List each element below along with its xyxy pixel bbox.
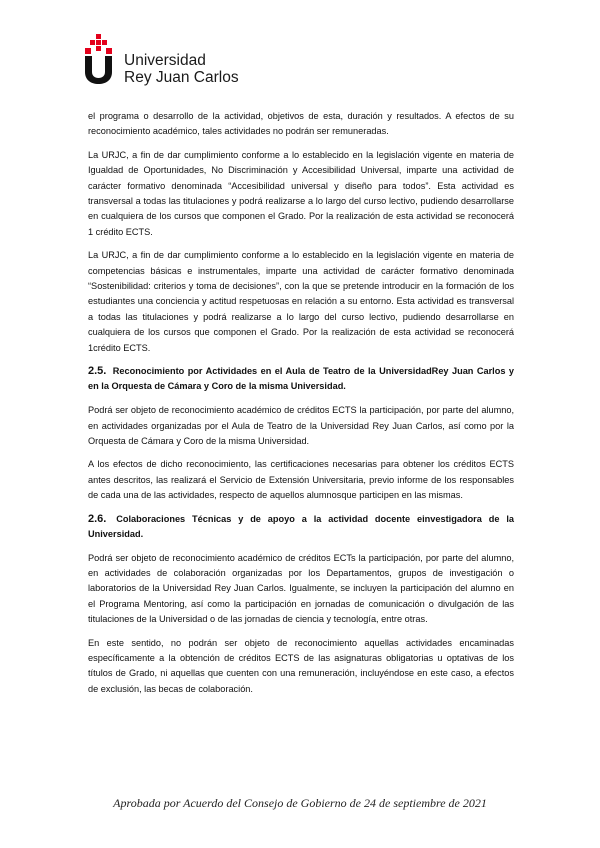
- logo-line-university: Universidad: [124, 52, 206, 69]
- logo-line-name: Rey Juan Carlos: [124, 69, 239, 86]
- paragraph: el programa o desarrollo de la actividad, objetivos de esta, duración y resultados. A efectos de su reconocimiento académico, tales actividades no podrán ser remuneradas.: [88, 111, 514, 137]
- section-number: 2.6.: [88, 512, 107, 525]
- section-title: Reconocimiento por Actividades en el Aula de Teatro de la UniversidadRey Juan Carlos y en la Orquesta de Cámara y Coro de la misma Universidad.: [88, 366, 514, 392]
- logo-text: [124, 52, 239, 86]
- urjc-emblem-icon: [84, 34, 114, 84]
- approval-footer: Aprobada por Acuerdo del Consejo de Gobierno de 24 de septiembre de 2021: [113, 796, 487, 810]
- paragraph: La URJC, a fin de dar cumplimiento conforme a lo establecido en la legislación vigente en materia de Igualdad de Oportunidades, No Discriminación y Accesibilidad Universal, imparte una actividad de carácter formativo denominada “Accesibilidad universal y diseño para todos”. Esta actividad es transversal a todas las titulaciones y podrá realizarse a lo largo del curso lectivo, pudiendo desarrollarse en cualquiera de los cursos que componen el Grado. Por la realización de esta actividad se reconocerá 1 crédito ECTS.: [88, 149, 514, 237]
- section-title: Colaboraciones Técnicas y de apoyo a la actividad docente einvestigadora de la Universidad.: [88, 513, 514, 539]
- document-body: [88, 109, 514, 705]
- paragraph: La URJC, a fin de dar cumplimiento conforme a lo establecido en la legislación vigente en materia de competencias básicas e instrumentales, imparte una actividad de carácter formativo denominada “Sostenibilidad: criterios y toma de decisiones”, con la que se pretende introducir en la formación de los estudiantes una conciencia y actitud respetuosas en relación a su entorno. Esta actividad es transversal a todas las titulaciones y podrá realizarse a lo largo del curso lectivo, pudiendo desarrollarse en cualquiera de los cursos que componen el Grado. Por la realización de esta actividad se reconocerá 1crédito ECTS.: [88, 250, 514, 353]
- section-heading-2-5: [88, 364, 514, 394]
- paragraph: A los efectos de dicho reconocimiento, las certificaciones necesarias para obtener los créditos ECTS antes descritos, las realizará el Servicio de Extensión Universitaria, previo informe de los responsables de cada una de las actividades, respecto de aquellos alumnosque participen en las mismas.: [88, 459, 514, 501]
- paragraph: Podrá ser objeto de reconocimiento académico de créditos ECTs la participación, por parte del alumno, en actividades de colaboración organizadas por los Departamentos, grupos de investigación o laboratorios de la Universidad Rey Juan Carlos. Igualmente, se incluyen la participación del alumno en el Programa Mentoring, así como la participación en jornadas de comunicación o divulgación de las titulaciones de la Universidad o de las jornadas de ciencia y tecnología, entre otras.: [88, 552, 514, 625]
- paragraph: En este sentido, no podrán ser objeto de reconocimiento aquellas actividades encaminadas específicamente a la obtención de créditos ECTS de las asignaturas obligatorias u optativas de los títulos de Grado, ni aquellas que cuenten con una remuneración, incluyéndose en este caso, a efectos de exclusión, las becas de colaboración.: [88, 637, 514, 694]
- section-number: 2.5.: [88, 365, 107, 378]
- university-logo: [84, 34, 239, 86]
- paragraph: Podrá ser objeto de reconocimiento académico de créditos ECTS la participación, por parte del alumno, en actividades organizadas por el Aula de Teatro de la Universidad Rey Juan Carlos, así como por la Orquesta de Cámara y Coro de la misma Universidad.: [88, 405, 514, 446]
- section-heading-2-6: [88, 512, 514, 542]
